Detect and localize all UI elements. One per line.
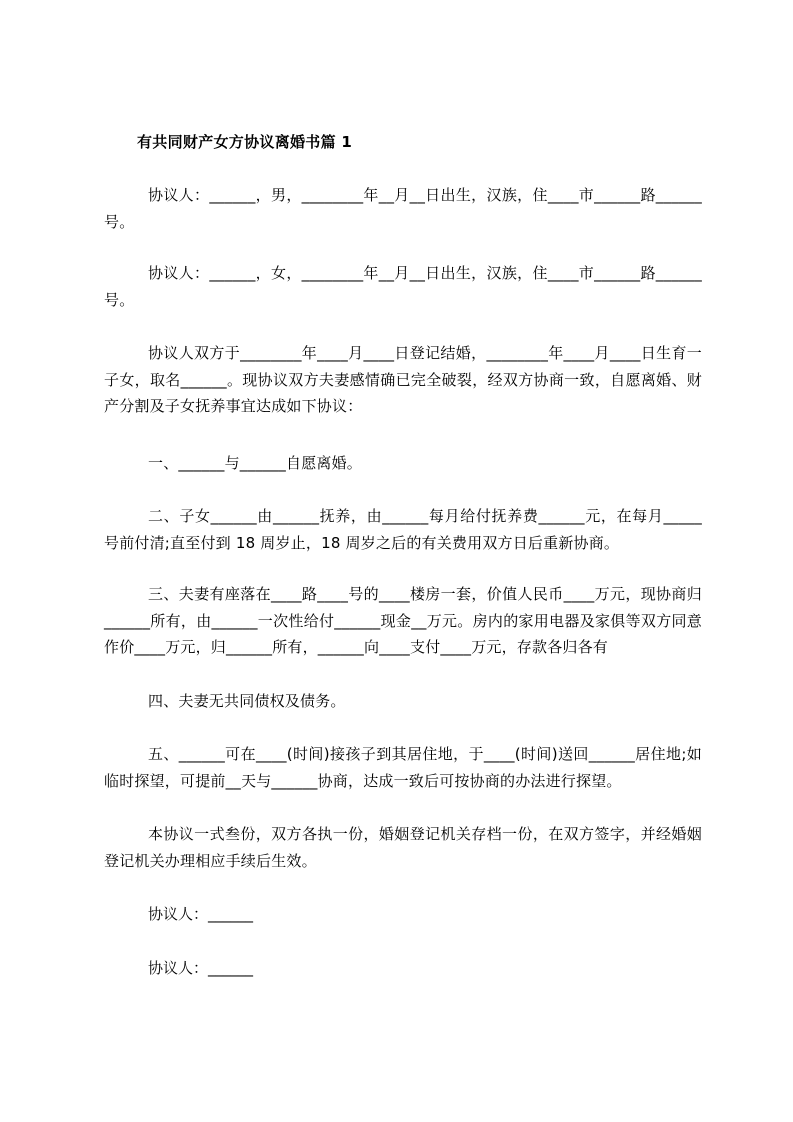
agreement-copies-paragraph: 本协议一式叁份，双方各执一份，婚姻登记机关存档一份，在双方签字，并经婚姻登记机关办理相应手续后生效。 — [104, 825, 702, 870]
document-title: 有共同财产女方协议离婚书篇 1 — [137, 133, 353, 151]
clause-five-paragraph: 五、______可在____(时间)接孩子到其居住地，于____(时间)送回______居住地;如临时探望，可提前__天与______协商，达成一致后可按协商的办法进行探望。 — [104, 745, 702, 790]
party-one-paragraph: 协议人：______，男，________年__月__日出生，汉族，住____市______路______号。 — [104, 186, 702, 231]
clause-three-paragraph: 三、夫妻有座落在____路____号的____楼房一套，价值人民币____万元，现协商归______所有，由______一次性给付______现金__万元。房内的家用电器及家俱等双方同意作价____万元，归______所有，______向____支付____万元，存款各归各有 — [104, 585, 702, 656]
party-two-paragraph: 协议人：______，女，________年__月__日出生，汉族，住____市______路______号。 — [104, 264, 702, 309]
clause-two-paragraph: 二、子女______由______抚养，由______每月给付抚养费______元，在每月_____号前付清;直至付到 18 周岁止，18 周岁之后的有关费用双方日后重新协商。 — [104, 507, 702, 552]
marriage-info-paragraph: 协议人双方于________年____月____日登记结婚，________年____月____日生育一子女，取名______。现协议双方夫妻感情确已完全破裂，经双方协商一致，自愿离婚、财产分割及子女抚养事宜达成如下协议： — [104, 344, 702, 415]
signature-line-one: 协议人：______ — [148, 905, 254, 923]
signature-line-two: 协议人：______ — [148, 959, 254, 977]
clause-four-paragraph: 四、夫妻无共同债权及债务。 — [148, 692, 346, 710]
clause-one-paragraph: 一、______与______自愿离婚。 — [148, 454, 363, 472]
